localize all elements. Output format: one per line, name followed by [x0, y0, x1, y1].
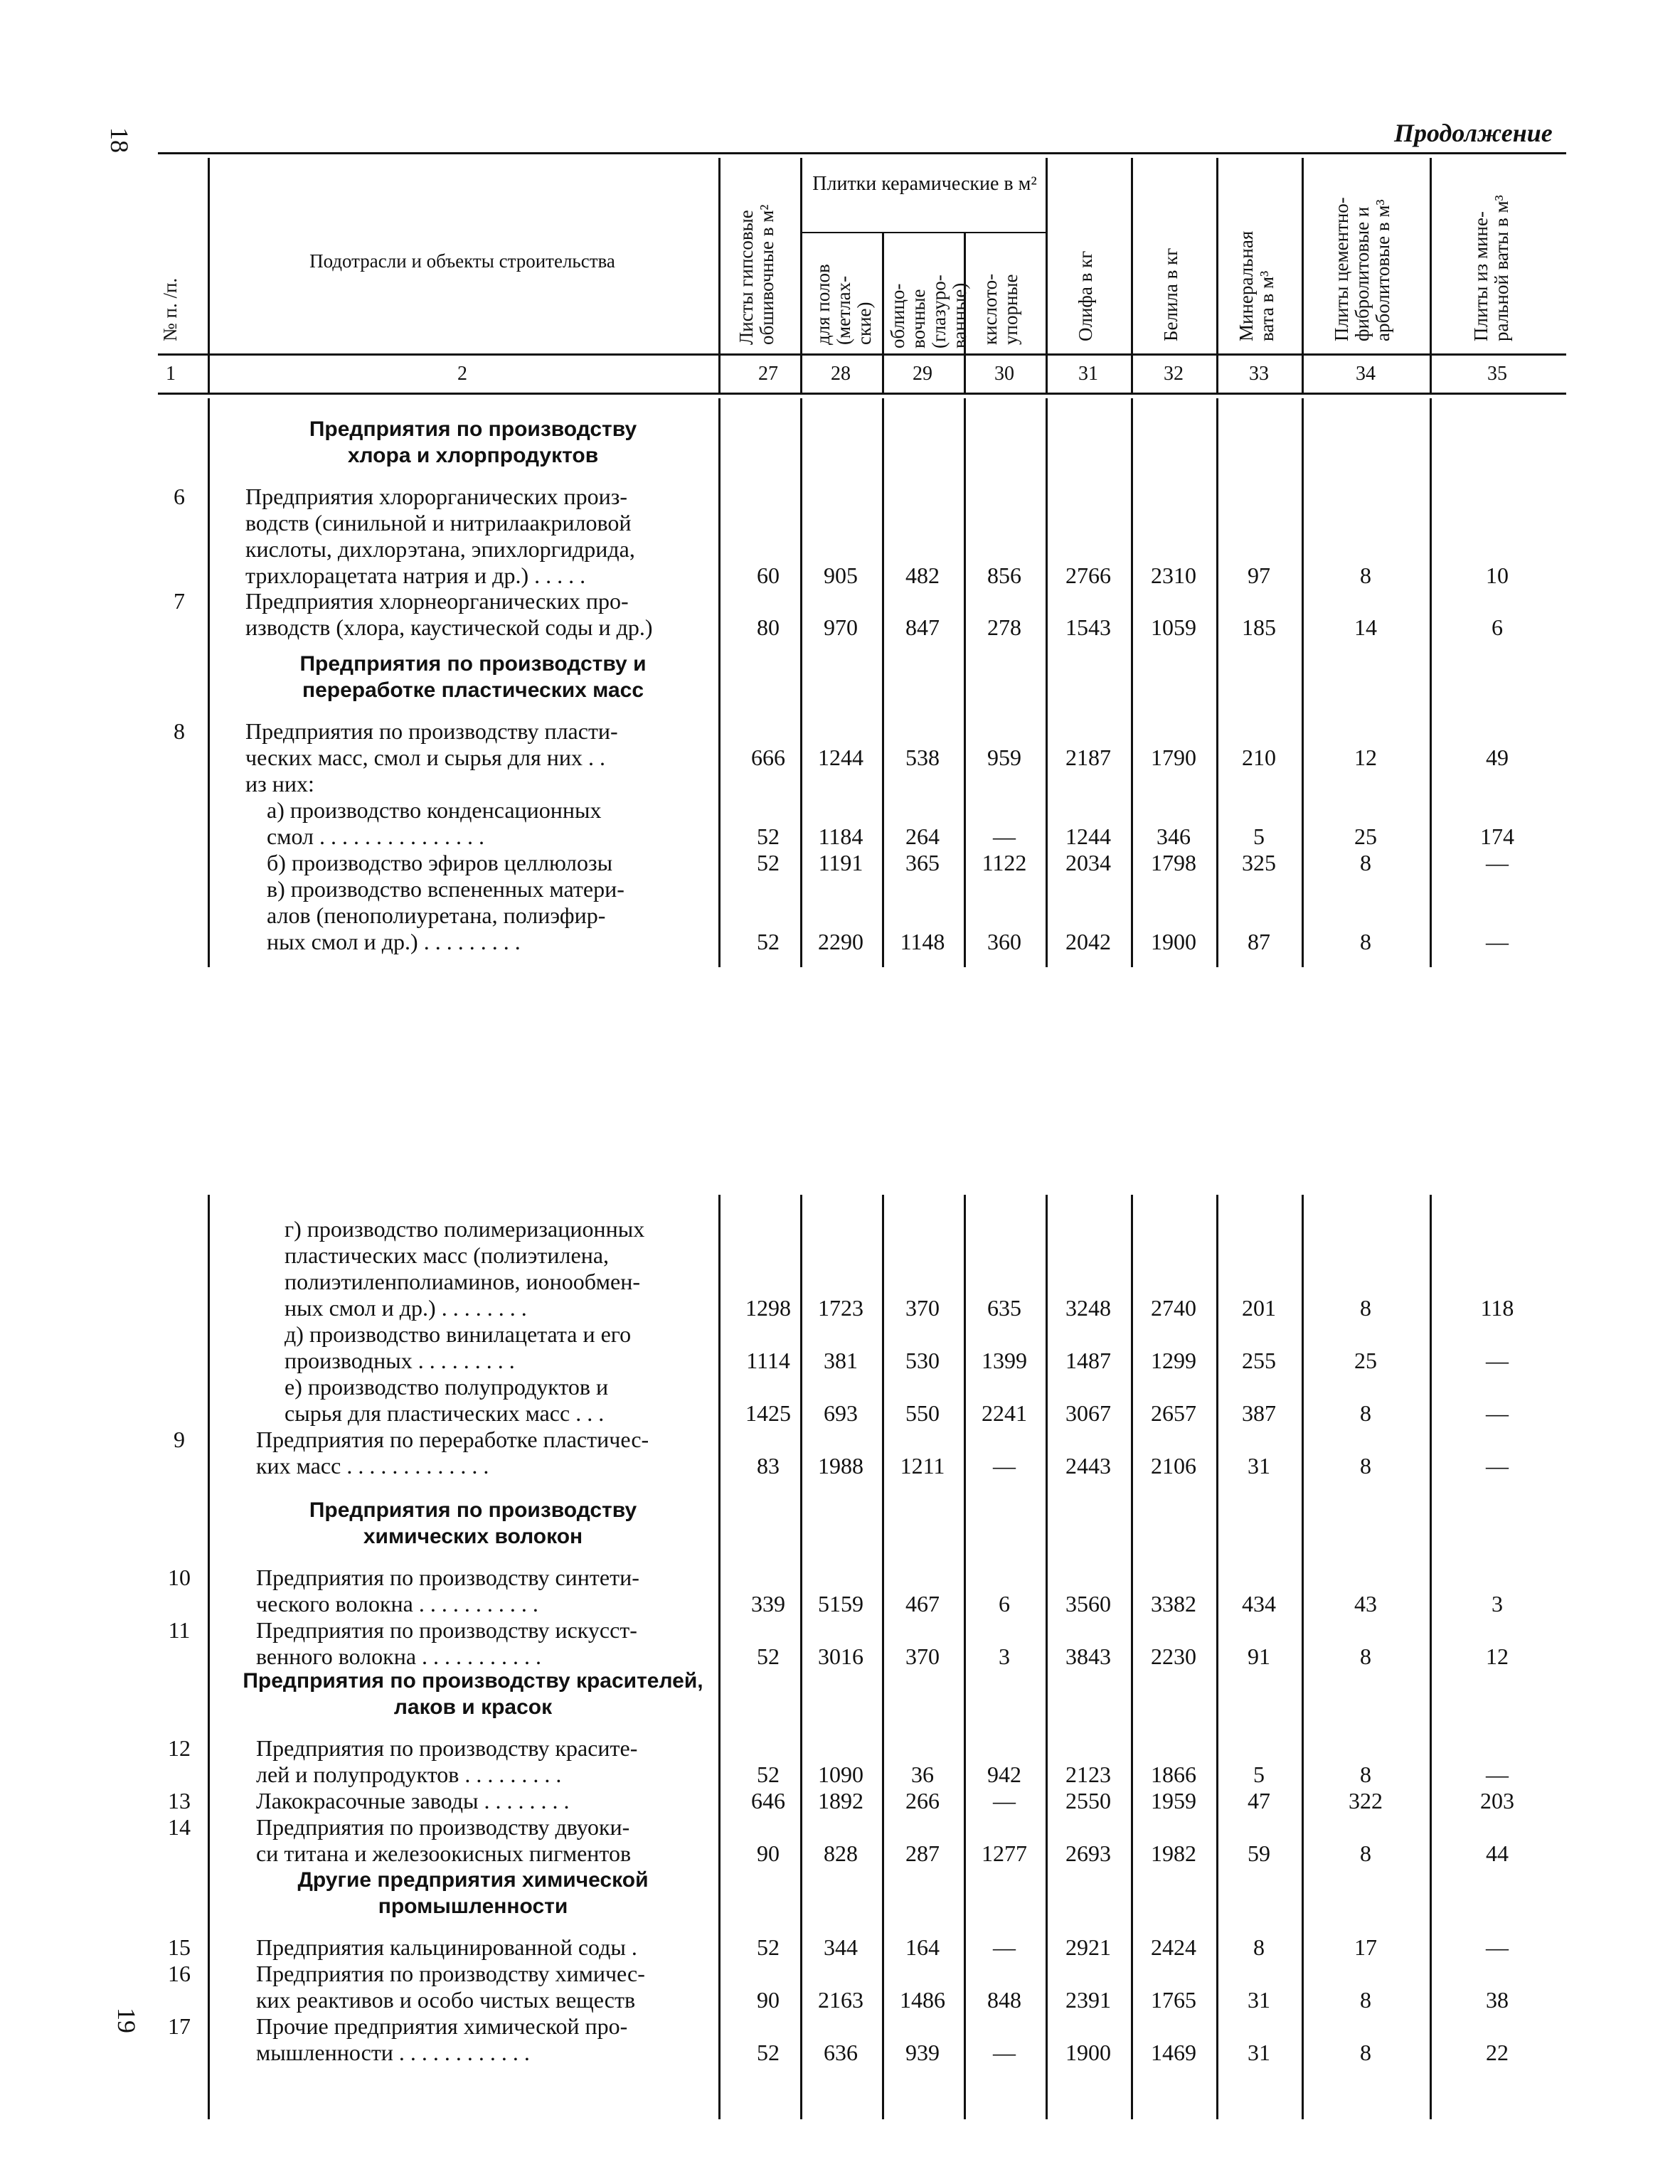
col29-line: ванные)	[949, 282, 970, 348]
cell-value: 52	[757, 1644, 780, 1669]
row-number: 15	[168, 1934, 191, 1960]
section-title: Предприятия по производству красителей,	[243, 1669, 703, 1693]
cell-value: 3	[999, 1644, 1010, 1669]
section-title: Другие предприятия химической	[297, 1868, 649, 1892]
cell-value: 2034	[1065, 850, 1111, 875]
cell-value: 14	[1354, 614, 1377, 640]
cell-value: 8	[1360, 1987, 1371, 2013]
row-label: Лакокрасочные заводы . . . . . . . .	[256, 1788, 570, 1813]
body-vline	[882, 398, 884, 967]
cell-value: 538	[905, 745, 940, 770]
row-label: си титана и железоокисных пигментов	[256, 1841, 632, 1866]
row-label: Предприятия кальцинированной соды .	[256, 1934, 637, 1960]
cell-value: 52	[757, 2040, 780, 2065]
cell-value: 91	[1248, 1644, 1270, 1669]
cell-value: 550	[905, 1400, 940, 1426]
header-col27-text: Листы гипсовые обшивочные в м²	[735, 204, 777, 345]
body-vline	[1131, 398, 1133, 967]
header-col2: Подотрасли и объекты строительства	[309, 250, 615, 272]
body-vline	[1302, 398, 1304, 967]
cell-value: —	[1486, 1762, 1509, 1787]
row-label: е) производство полупродуктов и	[285, 1374, 609, 1400]
body-vline	[964, 398, 966, 967]
cell-value: 365	[905, 850, 940, 875]
hdr-vline	[1131, 158, 1133, 393]
col29-line: (глазуро-	[928, 275, 950, 348]
cell-value: 1892	[818, 1788, 863, 1813]
cell-value: 17	[1354, 1934, 1377, 1960]
row-label: г) производство полимеризационных	[285, 1216, 645, 1242]
cell-value: 255	[1242, 1348, 1276, 1373]
cell-value: 287	[905, 1841, 940, 1866]
cell-value: 90	[757, 1841, 780, 1866]
cell-value: 848	[987, 1987, 1021, 2013]
cell-value: 52	[757, 1934, 780, 1960]
cell-value: 8	[1253, 1934, 1265, 1960]
row-label: Предприятия по переработке пластичес-	[256, 1427, 649, 1452]
cell-value: 3067	[1065, 1400, 1111, 1426]
cell-value: —	[1486, 850, 1509, 875]
row-label: Предприятия по производству синтети-	[256, 1565, 639, 1590]
cell-value: 3843	[1065, 1644, 1111, 1669]
cell-value: 264	[905, 824, 940, 849]
hdr-vline	[208, 158, 210, 393]
body-vline	[208, 398, 210, 967]
cell-value: 2550	[1065, 1788, 1111, 1813]
body-vline	[1216, 398, 1218, 967]
cell-value: 59	[1248, 1841, 1270, 1866]
row-label: ных смол и др.) . . . . . . . .	[285, 1295, 527, 1321]
cell-value: 2921	[1065, 1934, 1111, 1960]
row-label: Прочие предприятия химической про-	[256, 2013, 628, 2039]
cell-value: 12	[1486, 1644, 1509, 1669]
col34-line: фибролитовые и	[1351, 206, 1373, 341]
column-number: 28	[831, 363, 851, 385]
cell-value: 467	[905, 1591, 940, 1616]
col35-line: Плиты из мине-	[1470, 211, 1492, 341]
row-label: б) производство эфиров целлюлозы	[267, 850, 613, 875]
cell-value: 278	[987, 614, 1021, 640]
column-number: 32	[1164, 363, 1184, 385]
cell-value: 1866	[1151, 1762, 1196, 1787]
row-label: из них:	[245, 771, 314, 797]
cell-value: 44	[1486, 1841, 1509, 1866]
row-label: пластических масс (полиэтилена,	[285, 1242, 610, 1268]
cell-value: 3560	[1065, 1591, 1111, 1616]
cell-value: 856	[987, 563, 1021, 588]
cell-value: 1469	[1151, 2040, 1196, 2065]
cell-value: 2123	[1065, 1762, 1111, 1787]
cell-value: 8	[1360, 2040, 1371, 2065]
cell-value: 8	[1360, 1644, 1371, 1669]
cell-value: 25	[1354, 824, 1377, 849]
cell-value: 3	[1492, 1591, 1503, 1616]
header-col28	[813, 264, 875, 345]
cell-value: —	[993, 1788, 1016, 1813]
row-number: 13	[168, 1788, 191, 1813]
cell-value: 1298	[745, 1295, 791, 1321]
row-label: Предприятия хлорорганических произ-	[245, 484, 628, 509]
row-label: ных смол и др.) . . . . . . . . .	[267, 929, 521, 954]
cell-value: —	[993, 1934, 1016, 1960]
cell-value: 1790	[1151, 745, 1196, 770]
cell-value: 6	[999, 1591, 1010, 1616]
cell-value: 1543	[1065, 614, 1111, 640]
cell-value: 325	[1242, 850, 1276, 875]
hdr-vline	[800, 158, 802, 393]
cell-value: 10	[1486, 563, 1509, 588]
cell-value: 1798	[1151, 850, 1196, 875]
cell-value: 52	[757, 1762, 780, 1787]
section-title: Предприятия по производству	[309, 1498, 637, 1522]
column-number: 31	[1078, 363, 1098, 385]
cell-value: 203	[1480, 1788, 1514, 1813]
cell-value: 31	[1248, 2040, 1270, 2065]
cell-value: 266	[905, 1788, 940, 1813]
row-label: производных . . . . . . . . .	[285, 1348, 515, 1373]
page-number-bottom: 19	[112, 2008, 141, 2033]
row-label: Предприятия по производству искусст-	[256, 1617, 637, 1643]
header-tiles-group: Плитки керамические в м²	[812, 173, 1037, 195]
cell-value: 118	[1480, 1295, 1514, 1321]
cell-value: 1988	[818, 1453, 863, 1479]
cell-value: 80	[757, 614, 780, 640]
cell-value: 322	[1349, 1788, 1383, 1813]
cell-value: 164	[905, 1934, 940, 1960]
cell-value: 3382	[1151, 1591, 1196, 1616]
cell-value: 370	[905, 1295, 940, 1321]
cell-value: 8	[1360, 1453, 1371, 1479]
cell-value: 8	[1360, 929, 1371, 954]
row-label: ких масс . . . . . . . . . . . . .	[256, 1453, 489, 1479]
cell-value: 2230	[1151, 1644, 1196, 1669]
row-label: ческого волокна . . . . . . . . . . .	[256, 1591, 538, 1616]
cell-value: 939	[905, 2040, 940, 2065]
cell-value: 210	[1242, 745, 1276, 770]
cell-value: 52	[757, 824, 780, 849]
cell-value: 43	[1354, 1591, 1377, 1616]
cell-value: 52	[757, 929, 780, 954]
body-vline	[1302, 1195, 1304, 2119]
cell-value: 1059	[1151, 614, 1196, 640]
header-col1: № п. /п.	[159, 277, 181, 341]
cell-value: 31	[1248, 1453, 1270, 1479]
body-vline	[800, 398, 802, 967]
cell-value: 8	[1360, 563, 1371, 588]
cell-value: —	[1486, 1348, 1509, 1373]
cell-value: 22	[1486, 2040, 1509, 2065]
cell-value: 434	[1242, 1591, 1276, 1616]
cell-value: 346	[1157, 824, 1191, 849]
row-number: 14	[168, 1814, 191, 1840]
header-bottom-rule	[158, 353, 1566, 356]
row-number: 10	[168, 1565, 191, 1590]
row-label: кислоты, дихлорэтана, эпихлоргидрида,	[245, 536, 635, 562]
cell-value: —	[993, 824, 1016, 849]
col28-line: (метлах-	[833, 275, 854, 345]
hdr-vline	[1430, 158, 1432, 393]
header-col30	[980, 274, 1021, 345]
cell-value: 5159	[818, 1591, 863, 1616]
column-number: 1	[166, 363, 176, 385]
cell-value: 942	[987, 1762, 1021, 1787]
body-vline	[718, 1195, 721, 2119]
row-label: ческих масс, смол и сырья для них . .	[245, 745, 605, 770]
cell-value: 636	[824, 2040, 858, 2065]
cell-value: 381	[824, 1348, 858, 1373]
cell-value: 83	[757, 1453, 780, 1479]
hdr-vline	[718, 158, 721, 393]
cell-value: 530	[905, 1348, 940, 1373]
cell-value: 201	[1242, 1295, 1276, 1321]
col28-line: для полов	[812, 264, 834, 345]
cell-value: 2657	[1151, 1400, 1196, 1426]
column-number: 27	[758, 363, 778, 385]
column-number: 34	[1356, 363, 1376, 385]
colnum-rule	[158, 393, 1566, 395]
col34-line: Плиты цементно-	[1331, 197, 1352, 341]
row-label: алов (пенополиуретана, полиэфир-	[267, 902, 606, 928]
cell-value: —	[1486, 1400, 1509, 1426]
section-title: лаков и красок	[393, 1695, 553, 1719]
row-label: Предприятия по производству красите-	[256, 1735, 638, 1761]
section-title: Предприятия по производству	[309, 417, 637, 441]
cell-value: 2042	[1065, 929, 1111, 954]
row-label: мышленности . . . . . . . . . . . .	[256, 2040, 530, 2065]
cell-value: 5	[1253, 1762, 1265, 1787]
hdr-vline	[1216, 158, 1218, 393]
body-vline	[1430, 1195, 1432, 2119]
row-label: Предприятия хлорнеорганических про-	[245, 588, 629, 614]
cell-value: 370	[905, 1644, 940, 1669]
col30-line: упорные	[1000, 274, 1021, 345]
cell-value: 60	[757, 563, 780, 588]
cell-value: 97	[1248, 563, 1270, 588]
cell-value: 1244	[818, 745, 863, 770]
row-number: 12	[168, 1735, 191, 1761]
header-col34	[1331, 197, 1393, 341]
cell-value: 666	[751, 745, 785, 770]
cell-value: 2693	[1065, 1841, 1111, 1866]
row-number: 7	[174, 588, 185, 614]
cell-value: 36	[911, 1762, 934, 1787]
header-top-rule	[158, 152, 1566, 154]
cell-value: 1399	[982, 1348, 1027, 1373]
header-col33	[1236, 231, 1277, 341]
row-label: трихлорацетата натрия и др.) . . . . .	[245, 563, 586, 588]
row-label: Предприятия по производству пласти-	[245, 718, 618, 744]
row-number: 6	[174, 484, 185, 509]
cell-value: 12	[1354, 745, 1377, 770]
section-title: переработке пластических масс	[302, 678, 644, 702]
column-number: 29	[913, 363, 932, 385]
col29-line: вочные	[908, 289, 929, 348]
section-title: хлора и хлорпродуктов	[347, 444, 599, 467]
col34-line: арболитовые в м³	[1372, 199, 1393, 341]
cell-value: 1982	[1151, 1841, 1196, 1866]
cell-value: 1900	[1151, 929, 1196, 954]
header-col32: Белила в кг	[1160, 247, 1181, 341]
cell-value: 905	[824, 563, 858, 588]
row-number: 16	[168, 1961, 191, 1986]
column-number: 33	[1249, 363, 1269, 385]
body-vline	[1216, 1195, 1218, 2119]
body-vline	[1430, 398, 1432, 967]
hdr-vline	[1302, 158, 1304, 393]
cell-value: 2106	[1151, 1453, 1196, 1479]
tiles-group-rule	[800, 232, 1046, 233]
cell-value: 2187	[1065, 745, 1111, 770]
cell-value: 2766	[1065, 563, 1111, 588]
cell-value: 25	[1354, 1348, 1377, 1373]
cell-value: —	[993, 1453, 1016, 1479]
cell-value: 970	[824, 614, 858, 640]
cell-value: 1277	[982, 1841, 1027, 1866]
cell-value: 1191	[818, 850, 863, 875]
row-number: 9	[174, 1427, 185, 1452]
cell-value: 339	[751, 1591, 785, 1616]
cell-value: 1487	[1065, 1348, 1111, 1373]
cell-value: —	[1486, 1453, 1509, 1479]
cell-value: 2163	[818, 1987, 863, 2013]
cell-value: 3016	[818, 1644, 863, 1669]
row-label: лей и полупродуктов . . . . . . . . .	[256, 1762, 562, 1787]
header-col27	[736, 160, 777, 345]
cell-value: 482	[905, 563, 940, 588]
cell-value: 2443	[1065, 1453, 1111, 1479]
cell-value: 828	[824, 1841, 858, 1866]
cell-value: 646	[751, 1788, 785, 1813]
cell-value: 1723	[818, 1295, 863, 1321]
cell-value: 2391	[1065, 1987, 1111, 2013]
cell-value: 38	[1486, 1987, 1509, 2013]
cell-value: 360	[987, 929, 1021, 954]
cell-value: 1122	[982, 850, 1027, 875]
cell-value: 3248	[1065, 1295, 1111, 1321]
column-number: 35	[1487, 363, 1507, 385]
row-label: ких реактивов и особо чистых веществ	[256, 1987, 636, 2013]
row-number: 8	[174, 718, 185, 744]
row-label: д) производство винилацетата и его	[285, 1321, 632, 1347]
hdr-vline	[1046, 158, 1048, 393]
column-number: 30	[994, 363, 1014, 385]
col33-line: вата в м³	[1256, 270, 1277, 341]
cell-value: 2740	[1151, 1295, 1196, 1321]
col35-line: ральной ваты в м³	[1491, 195, 1512, 341]
cell-value: 635	[987, 1295, 1021, 1321]
cell-value: 8	[1360, 1762, 1371, 1787]
column-number: 2	[457, 363, 467, 385]
cell-value: 1184	[818, 824, 863, 849]
cell-value: 52	[757, 850, 780, 875]
row-label: полиэтиленполиаминов, ионообмен-	[285, 1269, 640, 1294]
cell-value: 2424	[1151, 1934, 1196, 1960]
cell-value: 1765	[1151, 1987, 1196, 2013]
cell-value: 90	[757, 1987, 780, 2013]
col30-line: кислото-	[979, 273, 1001, 345]
cell-value: 387	[1242, 1400, 1276, 1426]
cell-value: —	[1486, 1934, 1509, 1960]
cell-value: 8	[1360, 1295, 1371, 1321]
cell-value: 1425	[745, 1400, 791, 1426]
page-number-top: 18	[105, 127, 134, 153]
row-number: 11	[168, 1617, 191, 1643]
row-number: 17	[168, 2013, 191, 2039]
cell-value: 1114	[746, 1348, 790, 1373]
cell-value: 8	[1360, 850, 1371, 875]
cell-value: 1211	[900, 1453, 945, 1479]
cell-value: 8	[1360, 1841, 1371, 1866]
cell-value: 8	[1360, 1400, 1371, 1426]
cell-value: 49	[1486, 745, 1509, 770]
cell-value: 1090	[818, 1762, 863, 1787]
section-title: промышленности	[378, 1895, 568, 1918]
cell-value: 1959	[1151, 1788, 1196, 1813]
row-label: водств (синильной и нитрилаакриловой	[245, 510, 632, 536]
cell-value: 6	[1492, 614, 1503, 640]
col28-line: ские)	[854, 302, 875, 345]
section-title: химических волокон	[363, 1525, 583, 1548]
row-label: а) производство конденсационных	[267, 797, 602, 823]
cell-value: 174	[1480, 824, 1514, 849]
header-col29	[888, 275, 970, 348]
row-label: сырья для пластических масс . . .	[285, 1400, 605, 1426]
row-label: в) производство вспененных матери-	[267, 876, 624, 902]
col29-line: облицо-	[887, 283, 908, 348]
cell-value: 185	[1242, 614, 1276, 640]
cell-value: 1900	[1065, 2040, 1111, 2065]
cell-value: 1299	[1151, 1348, 1196, 1373]
cell-value: 2290	[818, 929, 863, 954]
cell-value: —	[1486, 929, 1509, 954]
cell-value: 5	[1253, 824, 1265, 849]
cell-value: 31	[1248, 1987, 1270, 2013]
row-label: изводств (хлора, каустической соды и др.)	[245, 614, 653, 640]
cell-value: 2310	[1151, 563, 1196, 588]
body-vline	[208, 1195, 210, 2119]
body-vline	[1131, 1195, 1133, 2119]
section-title: Предприятия по производству и	[299, 652, 647, 676]
cell-value: 1148	[900, 929, 945, 954]
row-label: смол . . . . . . . . . . . . . . .	[267, 824, 484, 849]
cell-value: 1486	[900, 1987, 945, 2013]
cell-value: —	[993, 2040, 1016, 2065]
header-col31: Олифа в кг	[1075, 250, 1096, 341]
body-vline	[1046, 398, 1048, 967]
cell-value: 959	[987, 745, 1021, 770]
header-col35	[1471, 195, 1512, 341]
row-label: Предприятия по производству двуоки-	[256, 1814, 630, 1840]
continuation-label: Продолжение	[1394, 119, 1553, 147]
hdr-vline	[882, 232, 884, 393]
body-vline	[1046, 1195, 1048, 2119]
cell-value: 47	[1248, 1788, 1270, 1813]
cell-value: 2241	[982, 1400, 1027, 1426]
col33-line: Минеральная	[1235, 230, 1257, 341]
row-label: венного волокна . . . . . . . . . . .	[256, 1644, 542, 1669]
cell-value: 344	[824, 1934, 858, 1960]
cell-value: 847	[905, 614, 940, 640]
cell-value: 1244	[1065, 824, 1111, 849]
cell-value: 693	[824, 1400, 858, 1426]
row-label: Предприятия по производству химичес-	[256, 1961, 645, 1986]
cell-value: 87	[1248, 929, 1270, 954]
